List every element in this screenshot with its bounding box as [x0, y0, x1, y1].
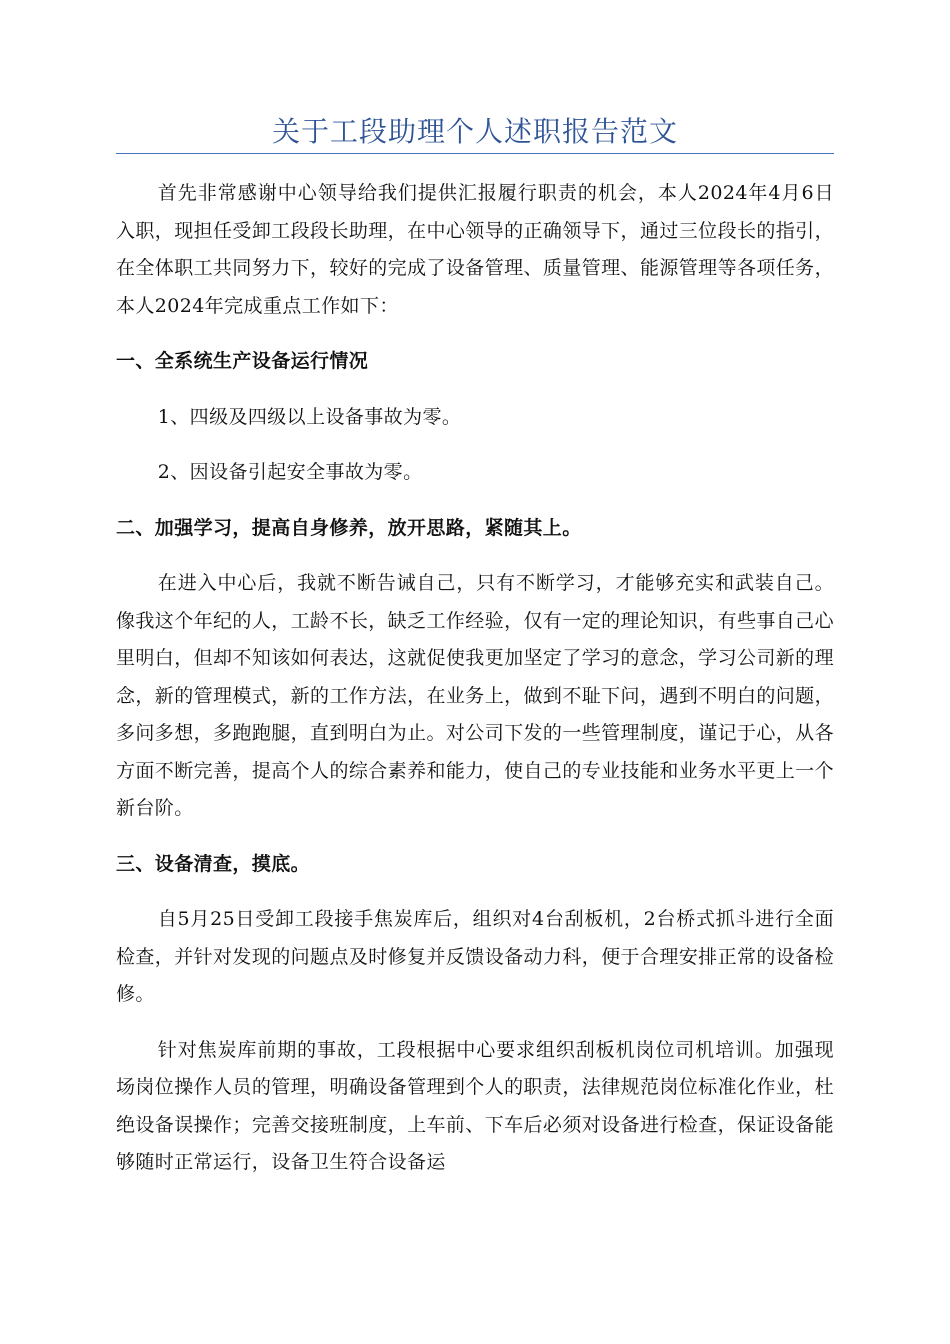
intro-paragraph: 首先非常感谢中心领导给我们提供汇报履行职责的机会，本人2024年4月6日入职，现担任受卸工段段长助理，在中心领导的正确领导下，通过三位段长的指引，在全体职工共同努力下，较好的完成了设备管理、质量管理、能源管理等各项任务，本人2024年完成重点工作如下：: [116, 182, 834, 317]
title-underline: [116, 153, 834, 154]
section-3-paragraph-1: 自5月25日受卸工段接手焦炭库后，组织对4台刮板机，2台桥式抓斗进行全面检查，并针对发现的问题点及时修复并反馈设备动力科，便于合理安排正常的设备检修。: [116, 908, 834, 1005]
section-3-paragraph-2: 针对焦炭库前期的事故，工段根据中心要求组织刮板机岗位司机培训。加强现场岗位操作人员的管理，明确设备管理到个人的职责，法律规范岗位标准化作业，杜绝设备误操作；完善交接班制度，上车前、下车后必须对设备进行检查，保证设备能够随时正常运行，设备卫生符合设备运: [116, 1038, 834, 1173]
list-item: 2、因设备引起安全事故为零。: [157, 461, 423, 483]
section-2-paragraph: 在进入中心后，我就不断告诫自己，只有不断学习，才能够充实和武装自己。像我这个年纪的人，工龄不长，缺乏工作经验，仅有一定的理论知识，有些事自己心里明白，但却不知该如何表达，这就促使我更加坚定了学习的意念，学习公司新的理念，新的管理模式，新的工作方法，在业务上，做到不耻下问，遇到不明白的问题，多问多想，多跑跑腿，直到明白为止。对公司下发的一些管理制度，谨记于心，从各方面不断完善，提高个人的综合素养和能力，使自己的专业技能和业务水平更上一个新台阶。: [116, 572, 834, 819]
document-title: 关于工段助理个人述职报告范文: [271, 115, 678, 148]
document-body: [116, 175, 834, 1182]
section-heading-2: 二、加强学习，提高自身修养，放开思路，紧随其上。: [116, 516, 582, 539]
list-item: 1、四级及四级以上设备事故为零。: [157, 405, 462, 428]
section-heading-1: 一、全系统生产设备运行情况: [116, 350, 369, 372]
section-heading-3: 三、设备清查，摸底。: [116, 852, 311, 875]
